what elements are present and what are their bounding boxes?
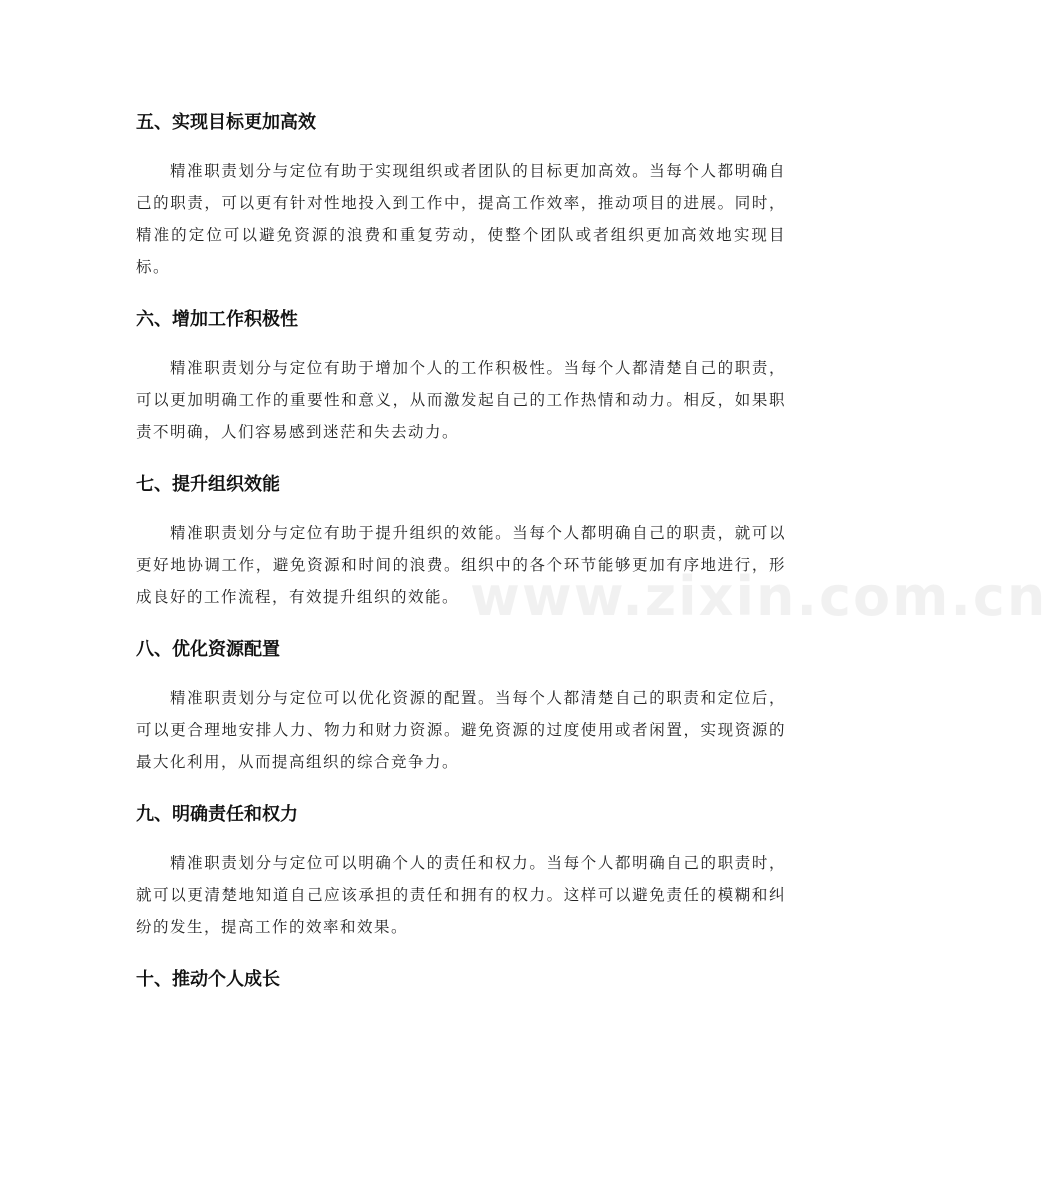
section-heading: 五、实现目标更加高效 bbox=[136, 112, 316, 133]
section-heading: 七、提升组织效能 bbox=[136, 474, 280, 495]
section-heading: 九、明确责任和权力 bbox=[136, 804, 298, 825]
watermark: www.zixin.com.cn bbox=[470, 565, 1047, 628]
section-paragraph: 精准职责划分与定位可以优化资源的配置。当每个人都清楚自己的职责和定位后，可以更合理地安排人力、物力和财力资源。避免资源的过度使用或者闲置，实现资源的最大化利用，从而提高组织的综合竞争力。 bbox=[136, 689, 786, 771]
section-5 bbox=[136, 104, 786, 283]
section-heading: 六、增加工作积极性 bbox=[136, 309, 298, 330]
section-heading: 八、优化资源配置 bbox=[136, 639, 280, 660]
section-paragraph: 精准职责划分与定位有助于提升组织的效能。当每个人都明确自己的职责，就可以更好地协调工作，避免资源和时间的浪费。组织中的各个环节能够更加有序地进行，形成良好的工作流程，有效提升组织的效能。 bbox=[136, 524, 786, 606]
section-paragraph: 精准职责划分与定位有助于实现组织或者团队的目标更加高效。当每个人都明确自己的职责，可以更有针对性地投入到工作中，提高工作效率，推动项目的进展。同时，精准的定位可以避免资源的浪费和重复劳动，使整个团队或者组织更加高效地实现目标。 bbox=[136, 162, 786, 276]
section-paragraph: 精准职责划分与定位有助于增加个人的工作积极性。当每个人都清楚自己的职责，可以更加明确工作的重要性和意义，从而激发起自己的工作热情和动力。相反，如果职责不明确，人们容易感到迷茫和失去动力。 bbox=[136, 359, 786, 441]
section-9 bbox=[136, 796, 786, 943]
section-8 bbox=[136, 631, 786, 778]
document-body bbox=[136, 104, 786, 1012]
section-10 bbox=[136, 961, 786, 999]
section-6 bbox=[136, 301, 786, 448]
section-heading: 十、推动个人成长 bbox=[136, 969, 280, 990]
section-paragraph: 精准职责划分与定位可以明确个人的责任和权力。当每个人都明确自己的职责时，就可以更清楚地知道自己应该承担的责任和拥有的权力。这样可以避免责任的模糊和纠纷的发生，提高工作的效率和效果。 bbox=[136, 854, 786, 936]
section-7 bbox=[136, 466, 786, 613]
